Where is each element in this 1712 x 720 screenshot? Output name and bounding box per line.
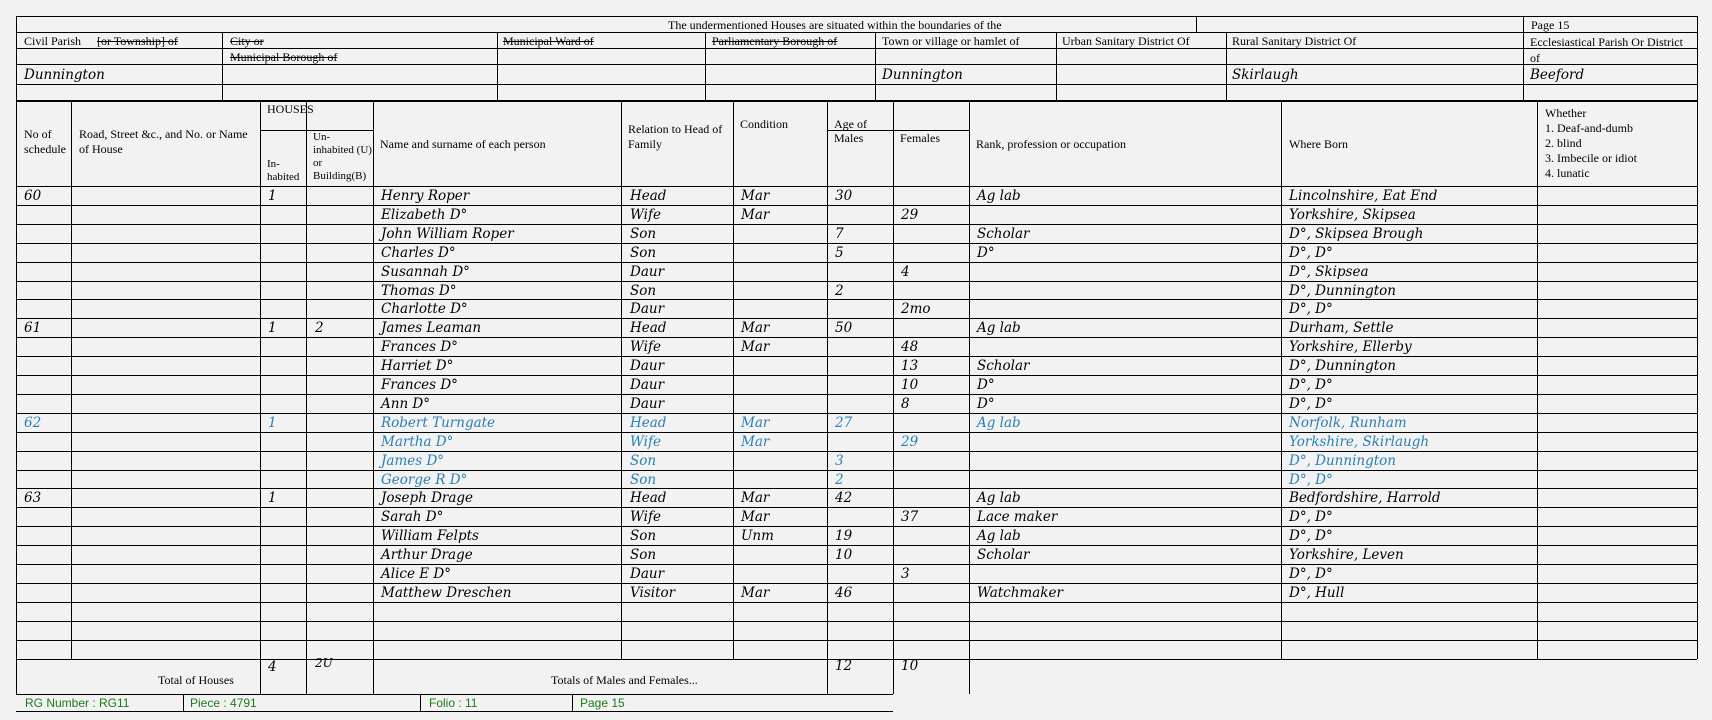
cell-where-born: Yorkshire, Ellerby bbox=[1289, 339, 1412, 356]
column-header-bottom-rule bbox=[16, 186, 1697, 187]
cell-occupation: Ag lab bbox=[977, 490, 1021, 507]
cell-name: Charlotte D° bbox=[381, 301, 468, 318]
cell-relation: Son bbox=[630, 225, 657, 242]
town-value: Dunnington bbox=[882, 67, 963, 83]
civil-parish-label: Civil Parish bbox=[24, 34, 82, 48]
cell-condition: Mar bbox=[741, 188, 770, 204]
cell-name: William Felpts bbox=[381, 528, 479, 545]
cell-name: James Leaman bbox=[381, 320, 482, 337]
cell-occupation: Watchmaker bbox=[977, 584, 1063, 601]
cell-condition: Mar bbox=[741, 320, 770, 337]
cell-males: 2 bbox=[835, 282, 844, 299]
footer-divider bbox=[420, 694, 421, 711]
cell-occupation: Lace maker bbox=[977, 509, 1058, 526]
cell-condition: Mar bbox=[741, 206, 770, 223]
cell-females: 13 bbox=[901, 358, 919, 375]
footer-divider bbox=[572, 694, 573, 711]
column-rule bbox=[71, 100, 72, 659]
row-rule bbox=[16, 640, 1697, 641]
cell-relation: Daur bbox=[630, 301, 665, 318]
cell-relation: Son bbox=[630, 452, 657, 469]
row-rule bbox=[16, 621, 1697, 622]
cell-males: 10 bbox=[835, 547, 853, 564]
total-inhabited-value: 4 bbox=[268, 659, 277, 675]
parliamentary-borough-struck-label: Parliamentary Borough of bbox=[712, 34, 838, 48]
cell-where-born: D°, D° bbox=[1289, 377, 1333, 393]
cell-males: 3 bbox=[835, 452, 844, 469]
cell-name: Elizabeth D° bbox=[381, 206, 468, 223]
cell-occupation: D° bbox=[977, 244, 995, 261]
header-banner: The undermentioned Houses are situated within the boundaries of the bbox=[668, 18, 1002, 32]
cell-name: John William Roper bbox=[381, 225, 514, 242]
col-header-age-of: Age of bbox=[834, 117, 867, 131]
cell-relation: Head bbox=[630, 188, 667, 204]
cell-condition: Mar bbox=[741, 509, 770, 526]
cell-relation: Son bbox=[630, 471, 657, 488]
cell-name: Sarah D° bbox=[381, 509, 444, 526]
cell-females: 48 bbox=[901, 339, 919, 356]
row-rule bbox=[16, 205, 1697, 206]
row-rule bbox=[16, 337, 1697, 338]
civil-parish-value: Dunnington bbox=[24, 67, 105, 83]
cell-name: James D° bbox=[381, 452, 445, 469]
footer-folio: Folio : 11 bbox=[429, 696, 478, 710]
col-header-relation: Relation to Head of Family bbox=[628, 122, 723, 151]
cell-males: 30 bbox=[835, 188, 853, 204]
cell-name: Frances D° bbox=[381, 377, 458, 393]
totals-males-females-label: Totals of Males and Females... bbox=[551, 673, 698, 687]
cell-occupation: Ag lab bbox=[977, 320, 1021, 337]
cell-females: 2mo bbox=[901, 301, 931, 318]
vertical-rule bbox=[1697, 16, 1698, 100]
col-header-whether-1: 1. Deaf-and-dumb bbox=[1545, 121, 1633, 135]
col-header-where-born: Where Born bbox=[1289, 137, 1348, 151]
cell-relation: Wife bbox=[630, 509, 661, 526]
cell-condition: Unm bbox=[741, 528, 774, 545]
cell-relation: Wife bbox=[630, 433, 661, 450]
cell-females: 10 bbox=[901, 377, 919, 393]
ecclesiastical-parish-value: Beeford bbox=[1530, 67, 1585, 83]
cell-where-born: D°, Skipsea Brough bbox=[1289, 225, 1424, 242]
row-rule bbox=[16, 299, 1697, 300]
cell-relation: Son bbox=[630, 244, 657, 261]
cell-where-born: Yorkshire, Leven bbox=[1289, 547, 1404, 564]
cell-where-born: D°, Dunnington bbox=[1289, 282, 1396, 299]
total-males-value: 12 bbox=[835, 658, 853, 674]
cell-relation: Daur bbox=[630, 566, 665, 582]
cell-name: Harriet D° bbox=[381, 358, 454, 375]
cell-where-born: D°, Dunnington bbox=[1289, 452, 1396, 469]
cell-condition: Mar bbox=[741, 584, 770, 601]
cell-name: Joseph Drage bbox=[381, 490, 474, 507]
cell-males: 19 bbox=[835, 528, 853, 545]
cell-relation: Daur bbox=[630, 263, 665, 280]
cell-occupation: Ag lab bbox=[977, 528, 1021, 545]
cell-occupation: Ag lab bbox=[977, 188, 1021, 204]
cell-name: Matthew Dreschen bbox=[381, 584, 512, 601]
cell-where-born: Yorkshire, Skipsea bbox=[1289, 206, 1416, 223]
col-header-females: Females bbox=[900, 131, 940, 145]
horizontal-rule bbox=[16, 32, 1697, 33]
row-rule bbox=[16, 583, 1697, 584]
cell-uninhabited: 2 bbox=[315, 320, 324, 337]
horizontal-rule bbox=[16, 84, 1697, 85]
col-header-whether-3: 3. Imbecile or idiot bbox=[1545, 151, 1637, 165]
cell-relation: Head bbox=[630, 490, 667, 507]
urban-district-label: Urban Sanitary District Of bbox=[1062, 34, 1190, 48]
row-rule bbox=[16, 526, 1697, 527]
cell-schedule: 63 bbox=[24, 490, 42, 507]
cell-where-born: D°, D° bbox=[1289, 566, 1333, 582]
footer-bottom-rule bbox=[16, 711, 893, 712]
vertical-rule bbox=[875, 32, 876, 100]
col-header-occupation: Rank, profession or occupation bbox=[976, 137, 1126, 151]
cell-relation: Visitor bbox=[630, 584, 676, 601]
vertical-rule bbox=[1056, 32, 1057, 100]
row-rule bbox=[16, 281, 1697, 282]
cell-where-born: Durham, Settle bbox=[1289, 320, 1394, 337]
row-rule bbox=[16, 564, 1697, 565]
cell-schedule: 61 bbox=[24, 320, 42, 337]
row-rule bbox=[16, 545, 1697, 546]
cell-condition: Mar bbox=[741, 490, 770, 507]
cell-relation: Son bbox=[630, 528, 657, 545]
col-header-uninhabited: Un- inhabited (U) or Building(B) bbox=[313, 131, 372, 182]
cell-females: 29 bbox=[901, 206, 919, 223]
cell-name: Charles D° bbox=[381, 244, 456, 261]
cell-occupation: D° bbox=[977, 377, 995, 393]
vertical-rule bbox=[1226, 32, 1227, 100]
vertical-rule bbox=[497, 32, 498, 100]
cell-inhabited: 1 bbox=[268, 188, 277, 204]
cell-where-born: Norfolk, Runham bbox=[1289, 414, 1407, 431]
cell-relation: Wife bbox=[630, 339, 661, 356]
col-header-name: Name and surname of each person bbox=[380, 137, 546, 151]
cell-name: Susannah D° bbox=[381, 263, 470, 280]
cell-males: 27 bbox=[835, 414, 853, 431]
cell-where-born: D°, D° bbox=[1289, 471, 1333, 488]
civil-parish-struck-text: [or Township] of bbox=[97, 34, 178, 48]
row-rule bbox=[16, 224, 1697, 225]
page-number-label: Page 15 bbox=[1531, 18, 1570, 32]
footer-piece: Piece : 4791 bbox=[190, 696, 257, 710]
cell-inhabited: 1 bbox=[268, 320, 277, 337]
col-header-males: Males bbox=[834, 131, 864, 145]
cell-where-born: D°, D° bbox=[1289, 528, 1333, 545]
cell-schedule: 60 bbox=[24, 188, 42, 204]
cell-females: 8 bbox=[901, 395, 910, 412]
cell-males: 5 bbox=[835, 244, 844, 261]
col-header-condition: Condition bbox=[740, 117, 789, 131]
vertical-rule bbox=[222, 32, 223, 100]
column-rule bbox=[733, 100, 734, 659]
column-rule bbox=[306, 100, 307, 694]
cell-relation: Daur bbox=[630, 377, 665, 393]
vertical-rule bbox=[1523, 16, 1524, 32]
cell-relation: Head bbox=[630, 414, 667, 431]
cell-relation: Wife bbox=[630, 206, 661, 223]
column-rule bbox=[827, 100, 828, 694]
cell-name: Thomas D° bbox=[381, 282, 457, 299]
row-rule bbox=[16, 318, 1697, 319]
cell-females: 37 bbox=[901, 509, 919, 526]
cell-where-born: D°, D° bbox=[1289, 244, 1333, 261]
cell-where-born: D°, D° bbox=[1289, 301, 1333, 318]
col-header-houses: HOUSES bbox=[267, 102, 314, 116]
row-rule bbox=[16, 394, 1697, 395]
cell-relation: Daur bbox=[630, 358, 665, 375]
ecclesiastical-parish-label: Ecclesiastical Parish Or District of bbox=[1530, 35, 1683, 65]
cell-occupation: Scholar bbox=[977, 358, 1030, 375]
cell-relation: Son bbox=[630, 282, 657, 299]
vertical-rule bbox=[1523, 32, 1524, 100]
cell-name: Frances D° bbox=[381, 339, 458, 356]
vertical-rule bbox=[705, 32, 706, 100]
col-header-whether-4: 4. lunatic bbox=[1545, 166, 1590, 180]
cell-where-born: D°, D° bbox=[1289, 509, 1333, 526]
total-females-value: 10 bbox=[901, 658, 919, 674]
column-rule bbox=[260, 100, 261, 694]
row-rule bbox=[16, 451, 1697, 452]
col-header-whether: Whether bbox=[1545, 106, 1587, 120]
cell-inhabited: 1 bbox=[268, 414, 277, 431]
col-header-inhabited: In- habited bbox=[267, 158, 300, 183]
cell-males: 50 bbox=[835, 320, 853, 337]
column-rule bbox=[893, 100, 894, 694]
cell-males: 46 bbox=[835, 584, 853, 601]
horizontal-rule bbox=[16, 64, 1697, 65]
cell-name: Ann D° bbox=[381, 395, 431, 412]
cell-name: Alice E D° bbox=[381, 566, 451, 582]
total-houses-label: Total of Houses bbox=[158, 673, 234, 687]
row-rule bbox=[16, 602, 1697, 603]
cell-occupation: D° bbox=[977, 395, 995, 412]
cell-occupation: Ag lab bbox=[977, 414, 1021, 431]
municipal-borough-struck-label: Municipal Borough of bbox=[230, 50, 338, 64]
row-rule bbox=[16, 243, 1697, 244]
rural-district-label: Rural Sanitary District Of bbox=[1232, 34, 1357, 48]
cell-relation: Head bbox=[630, 320, 667, 337]
col-header-schedule: No of schedule bbox=[24, 127, 66, 156]
footer-divider bbox=[183, 694, 184, 711]
cell-where-born: D°, D° bbox=[1289, 395, 1333, 412]
row-rule bbox=[16, 488, 1697, 489]
column-rule bbox=[1281, 100, 1282, 659]
cell-where-born: D°, Skipsea bbox=[1289, 263, 1369, 280]
cell-where-born: Bedfordshire, Harrold bbox=[1289, 490, 1441, 507]
cell-where-born: D°, Dunnington bbox=[1289, 358, 1396, 375]
totals-bottom-rule bbox=[16, 694, 893, 695]
cell-relation: Son bbox=[630, 547, 657, 564]
column-rule bbox=[373, 100, 374, 694]
vertical-rule bbox=[16, 16, 17, 100]
left-border bbox=[16, 100, 17, 694]
cell-occupation: Scholar bbox=[977, 547, 1030, 564]
cell-name: Martha D° bbox=[381, 433, 454, 450]
right-border bbox=[1697, 100, 1698, 659]
cell-relation: Daur bbox=[630, 395, 665, 412]
cell-schedule: 62 bbox=[24, 414, 42, 431]
horizontal-rule bbox=[16, 48, 1697, 49]
row-rule bbox=[16, 262, 1697, 263]
town-label: Town or village or hamlet of bbox=[882, 34, 1020, 48]
cell-name: Arthur Drage bbox=[381, 547, 473, 564]
row-rule bbox=[16, 356, 1697, 357]
col-header-whether-2: 2. blind bbox=[1545, 136, 1582, 150]
cell-inhabited: 1 bbox=[268, 490, 277, 507]
column-rule bbox=[969, 100, 970, 694]
cell-occupation: Scholar bbox=[977, 225, 1030, 242]
cell-name: Henry Roper bbox=[381, 188, 470, 204]
cell-condition: Mar bbox=[741, 433, 770, 450]
row-rule bbox=[16, 413, 1697, 414]
cell-females: 3 bbox=[901, 566, 910, 582]
cell-females: 29 bbox=[901, 433, 919, 450]
cell-name: Robert Turngate bbox=[381, 414, 496, 431]
rural-district-value: Skirlaugh bbox=[1232, 67, 1299, 83]
cell-where-born: Yorkshire, Skirlaugh bbox=[1289, 433, 1430, 450]
row-rule bbox=[16, 507, 1697, 508]
row-rule bbox=[16, 432, 1697, 433]
cell-males: 2 bbox=[835, 471, 844, 488]
cell-males: 42 bbox=[835, 490, 853, 507]
vertical-rule bbox=[1196, 16, 1197, 32]
cell-condition: Mar bbox=[741, 414, 770, 431]
cell-males: 7 bbox=[835, 225, 844, 242]
row-rule bbox=[16, 375, 1697, 376]
cell-name: George R D° bbox=[381, 471, 468, 488]
cell-where-born: D°, Hull bbox=[1289, 584, 1345, 601]
column-rule bbox=[621, 100, 622, 659]
cell-where-born: Lincolnshire, Eat End bbox=[1289, 188, 1438, 204]
header-top-rule bbox=[16, 16, 1697, 17]
cell-condition: Mar bbox=[741, 339, 770, 356]
footer-rg-number: RG Number : RG11 bbox=[25, 696, 130, 710]
col-header-road: Road, Street &c., and No. or Name of House bbox=[79, 127, 248, 156]
municipal-ward-struck-label: Municipal Ward of bbox=[503, 34, 594, 48]
column-rule bbox=[1537, 100, 1538, 659]
footer-page: Page 15 bbox=[580, 696, 625, 710]
total-uninhabited-value: 2U bbox=[315, 656, 333, 670]
row-rule bbox=[16, 470, 1697, 471]
city-struck-label: City or bbox=[230, 34, 264, 48]
cell-females: 4 bbox=[901, 263, 910, 280]
